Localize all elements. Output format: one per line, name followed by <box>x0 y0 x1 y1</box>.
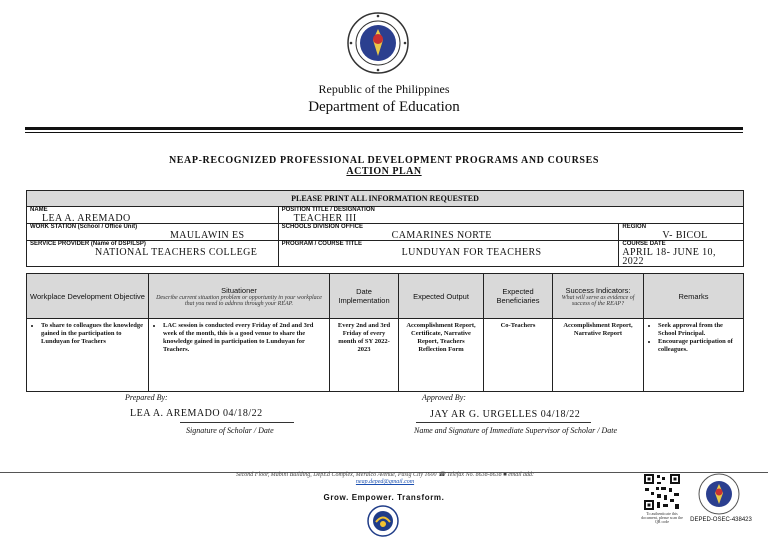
action-plan-table <box>26 273 744 392</box>
approved-by-name: JAY AR G. URGELLES 04/18/22 <box>430 409 581 420</box>
name-label: NAME <box>30 207 48 213</box>
program-cell <box>278 241 619 267</box>
cell-indicators: Accomplishment Report, Narrative Report <box>553 319 644 392</box>
cell-objective: • To share to colleagues the knowledge gained in the participation to Lunduyan for Teachers <box>27 319 149 392</box>
provider-label: SERVICE PROVIDER (Name of DSP/LSP) <box>30 241 146 247</box>
footer-email-link[interactable]: neap.deped@gmail.com <box>355 479 415 485</box>
workstation-cell <box>27 224 279 241</box>
col-objective: Workplace Development Objective <box>27 274 149 319</box>
workstation-label: WORK STATION (School / Office Unit) <box>30 224 138 230</box>
header-divider-thin <box>25 132 743 133</box>
remark-item: • Encourage participation of colleagues. <box>658 338 739 354</box>
footer-slogan: Grow. Empower. Transform. <box>323 493 445 502</box>
cell-situationer: • LAC session is conducted every Friday of 2nd and 3rd week of the month, this is a good venue to share the knowledge gained in participation to Lunduyan for Teachers. <box>149 319 330 392</box>
cell-output: Accomplishment Report, Certificate, Narrative Report, Teachers Reflection Form <box>399 319 484 392</box>
situationer-hint: Describe current situation problem or opportunity in your workplace that you need to address through your REAP. <box>156 294 322 307</box>
prepared-by-caption: Signature of Scholar / Date <box>186 426 274 435</box>
indicators-hint: What will serve as evidence of success of the REAP? <box>561 294 635 307</box>
qr-code-icon <box>643 473 681 511</box>
certification-code: DEPED-OSEC-438423 <box>690 517 752 523</box>
program-label: PROGRAM / COURSE TITLE <box>281 241 362 247</box>
division-value: CAMARINES NORTE <box>391 230 492 241</box>
col-output: Expected Output <box>399 274 484 319</box>
position-value: TEACHER III <box>293 213 357 224</box>
course-date-label: COURSE DATE <box>622 241 666 247</box>
course-date-value: APRIL 18- JUNE 10, 2022 <box>622 247 716 267</box>
approved-by-label: Approved By: <box>422 393 466 402</box>
table-row <box>27 319 744 392</box>
deped-certification-seal-icon <box>696 473 742 515</box>
remark-item: • Seek approval from the School Principal. <box>658 322 739 338</box>
republic-heading: Republic of the Philippines <box>318 82 450 96</box>
division-label: SCHOOLS DIVISION OFFICE <box>281 224 363 230</box>
workstation-value: MAULAWIN ES <box>170 230 245 241</box>
footer-address: Second Floor, Mabini Building, DepEd Complex, Meralco Avenue, Pasig City 1600 ☎ Telefax No. 8638-8638 ■ email add: <box>235 472 535 478</box>
position-cell <box>278 207 743 224</box>
name-cell <box>27 207 279 224</box>
approved-by-caption: Name and Signature of Immediate Supervisor of Scholar / Date <box>414 426 618 435</box>
approved-signature-line <box>416 422 591 423</box>
prepared-by-label: Prepared By: <box>125 393 168 402</box>
document-subtitle: ACTION PLAN <box>346 166 422 177</box>
region-value: V- BICOL <box>662 230 708 241</box>
cell-date: Every 2nd and 3rd Friday of every month of SY 2022-2023 <box>330 319 399 392</box>
col-remarks: Remarks <box>644 274 744 319</box>
cell-beneficiaries: Co-Teachers <box>484 319 553 392</box>
cell-remarks <box>644 319 744 392</box>
col-date: Date Implementation <box>330 274 399 319</box>
position-label: POSITION TITLE / DESIGNATION <box>281 207 375 213</box>
provider-value: NATIONAL TEACHERS COLLEGE <box>95 247 258 258</box>
division-cell <box>278 224 619 241</box>
info-table <box>26 190 744 267</box>
name-value: LEA A. AREMADO <box>42 213 131 224</box>
neap-logo-icon <box>367 505 399 537</box>
col-situationer: Situationer Describe current situation problem or opportunity in your workplace that you need to address through your REAP. <box>149 274 330 319</box>
course-date-cell <box>619 241 744 267</box>
col-indicators: Success Indicators: What will serve as evidence of success of the REAP? <box>553 274 644 319</box>
prepared-by-name: LEA A. AREMADO 04/18/22 <box>130 408 263 419</box>
program-value: LUNDUYAN FOR TEACHERS <box>401 247 542 258</box>
region-label: REGION <box>622 224 647 230</box>
provider-cell <box>27 241 279 267</box>
department-heading: Department of Education <box>308 99 460 115</box>
col-beneficiaries: Expected Beneficiaries <box>484 274 553 319</box>
region-cell <box>619 224 744 241</box>
document-title: NEAP-RECOGNIZED PROFESSIONAL DEVELOPMENT PROGRAMS AND COURSES <box>168 155 600 166</box>
prepared-signature-line <box>180 422 294 423</box>
qr-caption: To authenticate this document, please scan the QR code <box>641 511 683 524</box>
info-heading: PLEASE PRINT ALL INFORMATION REQUESTED <box>27 191 744 207</box>
header-divider <box>25 127 743 130</box>
deped-seal-icon <box>347 12 409 74</box>
